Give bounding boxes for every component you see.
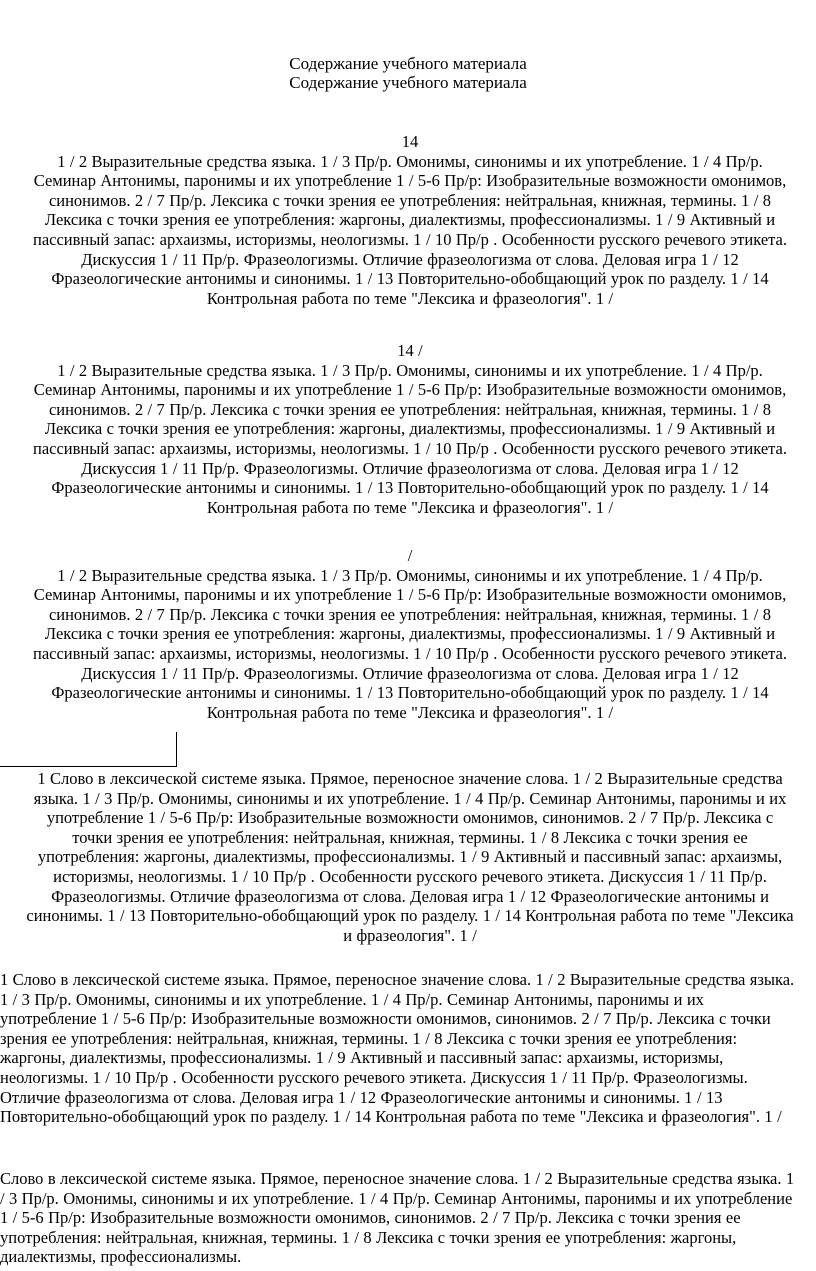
page-header — [0, 54, 816, 92]
content-block-4: 1 Слово в лексической системе языка. Прямое, переносное значение слова. 1 / 2 Выразительные средства языка. 1 / 3 Пр/р. Омонимы, синонимы и их употребление. 1 / 4 Пр/р. Семинар Антонимы, паронимы и их употребление 1 / 5-6 Пр/р: Изобразительные возможности омонимов, синонимов. 2 / 7 Пр/р. Лексика с точки зрения ее употребления: нейтральная, книжная, термины. 1 / 8 Лексика с точки зрения ее употребления: жаргоны, диалектизмы, профессионализмы. 1 / 9 Активный и пассивный запас: архаизмы, историзмы, неологизмы. 1 / 10 Пр/р . Особенности русского речевого этикета. Дискуссия 1 / 11 Пр/р. Фразеологизмы. Отличие фразеологизма от слова. Деловая игра 1 / 12 Фразеологические антонимы и синонимы. 1 / 13 Повторительно-обобщающий урок по разделу. 1 / 14 Контрольная работа по теме "Лексика и фразеология". 1 / — [26, 769, 794, 945]
content-block-1: 14 1 / 2 Выразительные средства языка. 1 / 3 Пр/р. Омонимы, синонимы и их употребление. 1 / 4 Пр/р. Семинар Антонимы, паронимы и их употребление 1 / 5-6 Пр/р: Изобразительные возможности омонимов, синонимов. 2 / 7 Пр/р. Лексика с точки зрения ее употребления: нейтральная, книжная, термины. 1 / 8 Лексика с точки зрения ее употребления: жаргоны, диалектизмы, профессионализмы. 1 / 9 Активный и пассивный запас: архаизмы, историзмы, неологизмы. 1 / 10 Пр/р . Особенности русского речевого этикета. Дискуссия 1 / 11 Пр/р. Фразеологизмы. Отличие фразеологизма от слова. Деловая игра 1 / 12 Фразеологические антонимы и синонимы. 1 / 13 Повторительно-обобщающий урок по разделу. 1 / 14 Контрольная работа по теме "Лексика и фразеология". 1 / — [32, 132, 788, 308]
table-cell-border — [0, 732, 177, 767]
header-title-2: Содержание учебного материала — [289, 73, 527, 92]
header-title-1: Содержание учебного материала — [289, 54, 527, 73]
content-block-3: / 1 / 2 Выразительные средства языка. 1 / 3 Пр/р. Омонимы, синонимы и их употребление. 1 / 4 Пр/р. Семинар Антонимы, паронимы и их употребление 1 / 5-6 Пр/р: Изобразительные возможности омонимов, синонимов. 2 / 7 Пр/р. Лексика с точки зрения ее употребления: нейтральная, книжная, термины. 1 / 8 Лексика с точки зрения ее употребления: жаргоны, диалектизмы, профессионализмы. 1 / 9 Активный и пассивный запас: архаизмы, историзмы, неологизмы. 1 / 10 Пр/р . Особенности русского речевого этикета. Дискуссия 1 / 11 Пр/р. Фразеологизмы. Отличие фразеологизма от слова. Деловая игра 1 / 12 Фразеологические антонимы и синонимы. 1 / 13 Повторительно-обобщающий урок по разделу. 1 / 14 Контрольная работа по теме "Лексика и фразеология". 1 / — [32, 546, 788, 722]
content-block-2: 14 / 1 / 2 Выразительные средства языка. 1 / 3 Пр/р. Омонимы, синонимы и их употребление. 1 / 4 Пр/р. Семинар Антонимы, паронимы и их употребление 1 / 5-6 Пр/р: Изобразительные возможности омонимов, синонимов. 2 / 7 Пр/р. Лексика с точки зрения ее употребления: нейтральная, книжная, термины. 1 / 8 Лексика с точки зрения ее употребления: жаргоны, диалектизмы, профессионализмы. 1 / 9 Активный и пассивный запас: архаизмы, историзмы, неологизмы. 1 / 10 Пр/р . Особенности русского речевого этикета. Дискуссия 1 / 11 Пр/р. Фразеологизмы. Отличие фразеологизма от слова. Деловая игра 1 / 12 Фразеологические антонимы и синонимы. 1 / 13 Повторительно-обобщающий урок по разделу. 1 / 14 Контрольная работа по теме "Лексика и фразеология". 1 / — [32, 341, 788, 517]
content-block-6: Слово в лексической системе языка. Прямое, переносное значение слова. 1 / 2 Выразительные средства языка. 1 / 3 Пр/р. Омонимы, синонимы и их употребление. 1 / 4 Пр/р. Семинар Антонимы, паронимы и их употребление 1 / 5-6 Пр/р: Изобразительные возможности омонимов, синонимов. 2 / 7 Пр/р. Лексика с точки зрения ее употребления: нейтральная, книжная, термины. 1 / 8 Лексика с точки зрения ее употребления: жаргоны, диалектизмы, профессионализмы. — [0, 1169, 795, 1267]
content-block-5: 1 Слово в лексической системе языка. Прямое, переносное значение слова. 1 / 2 Выразительные средства языка. 1 / 3 Пр/р. Омонимы, синонимы и их употребление. 1 / 4 Пр/р. Семинар Антонимы, паронимы и их употребление 1 / 5-6 Пр/р: Изобразительные возможности омонимов, синонимов. 2 / 7 Пр/р. Лексика с точки зрения ее употребления: нейтральная, книжная, термины. 1 / 8 Лексика с точки зрения ее употребления: жаргоны, диалектизмы, профессионализмы. 1 / 9 Активный и пассивный запас: архаизмы, историзмы, неологизмы. 1 / 10 Пр/р . Особенности русского речевого этикета. Дискуссия 1 / 11 Пр/р. Фразеологизмы. Отличие фразеологизма от слова. Деловая игра 1 / 12 Фразеологические антонимы и синонимы. 1 / 13 Повторительно-обобщающий урок по разделу. 1 / 14 Контрольная работа по теме "Лексика и фразеология". 1 / — [0, 970, 795, 1127]
